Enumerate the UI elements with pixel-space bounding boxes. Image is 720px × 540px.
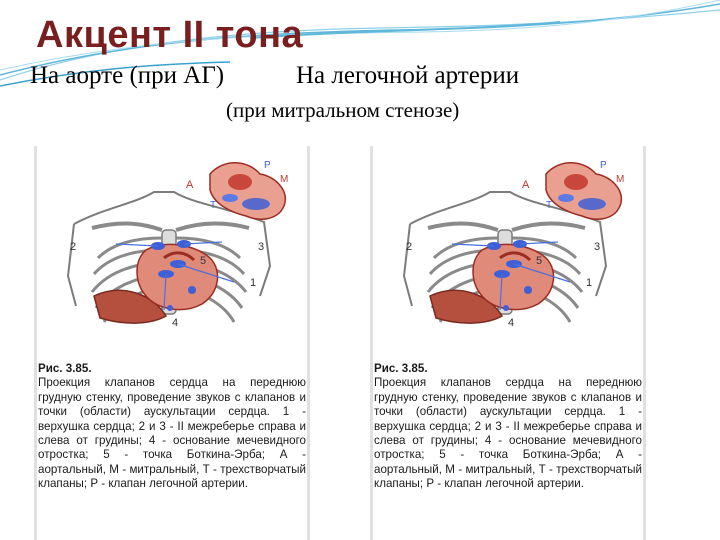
- marker-4: 4: [508, 317, 515, 329]
- aorta-label: На аорте (при АГ): [30, 62, 225, 89]
- marker-5: 5: [536, 255, 543, 267]
- slide-title: Акцент II тона: [36, 14, 304, 56]
- marker-4: 4: [172, 317, 179, 329]
- clavicle-left: [176, 224, 249, 230]
- figure-card-aorta: [34, 146, 310, 540]
- marker-5: 5: [200, 255, 207, 267]
- caption-title: Рис. 3.85.: [38, 362, 92, 375]
- marker-t: Т: [210, 200, 217, 211]
- clavicle-right: [92, 224, 162, 230]
- marker-p: Р: [600, 160, 607, 171]
- figure-caption: [38, 362, 306, 492]
- caption-body: Проекция клапанов сердца на переднюю грудную стенку, проведение звуков с клапанов и точки (области) аускультации сердца. 1 - верхушка сердца; 2 и 3 - II межреберье справа и слева от грудины; 4 - основание мечевидного отростка; 5 - точка Боткина-Эрба; А - аортальный, М - митральный, Т - трехстворчатый клапаны; Р - клапан легочной артерии.: [374, 376, 642, 491]
- inset-heart: [546, 163, 621, 219]
- marker-p: Р: [264, 160, 271, 171]
- clavicle-right: [428, 224, 498, 230]
- marker-3: 3: [258, 241, 265, 253]
- marker-a: А: [522, 179, 530, 191]
- marker-2: 2: [70, 241, 77, 253]
- pulmonary-label: На легочной артерии: [296, 62, 520, 89]
- clavicle-left: [512, 224, 585, 230]
- marker-m: М: [280, 174, 289, 185]
- pulmonary-condition: (при митральном стенозе): [226, 98, 460, 122]
- figure-card-pulmonary: [370, 146, 646, 540]
- marker-m: М: [616, 174, 625, 185]
- marker-t: Т: [546, 200, 553, 211]
- caption-body: Проекция клапанов сердца на переднюю грудную стенку, проведение звуков с клапанов и точки (области) аускультации сердца. 1 - верхушка сердца; 2 и 3 - II межреберье справа и слева от грудины; 4 - основание мечевидного отростка; 5 - точка Боткина-Эрба; А - аортальный, М - митральный, Т - трехстворчатый клапаны; Р - клапан легочной артерии.: [38, 376, 306, 491]
- marker-a: А: [186, 179, 194, 191]
- marker-2: 2: [406, 241, 413, 253]
- inset-heart: [210, 163, 285, 219]
- marker-3: 3: [594, 241, 601, 253]
- marker-1: 1: [250, 277, 257, 289]
- auscultation-diagram: [34, 146, 310, 356]
- caption-title: Рис. 3.85.: [374, 362, 428, 375]
- auscultation-diagram: [370, 146, 646, 356]
- marker-1: 1: [586, 277, 593, 289]
- figure-caption: [374, 362, 642, 492]
